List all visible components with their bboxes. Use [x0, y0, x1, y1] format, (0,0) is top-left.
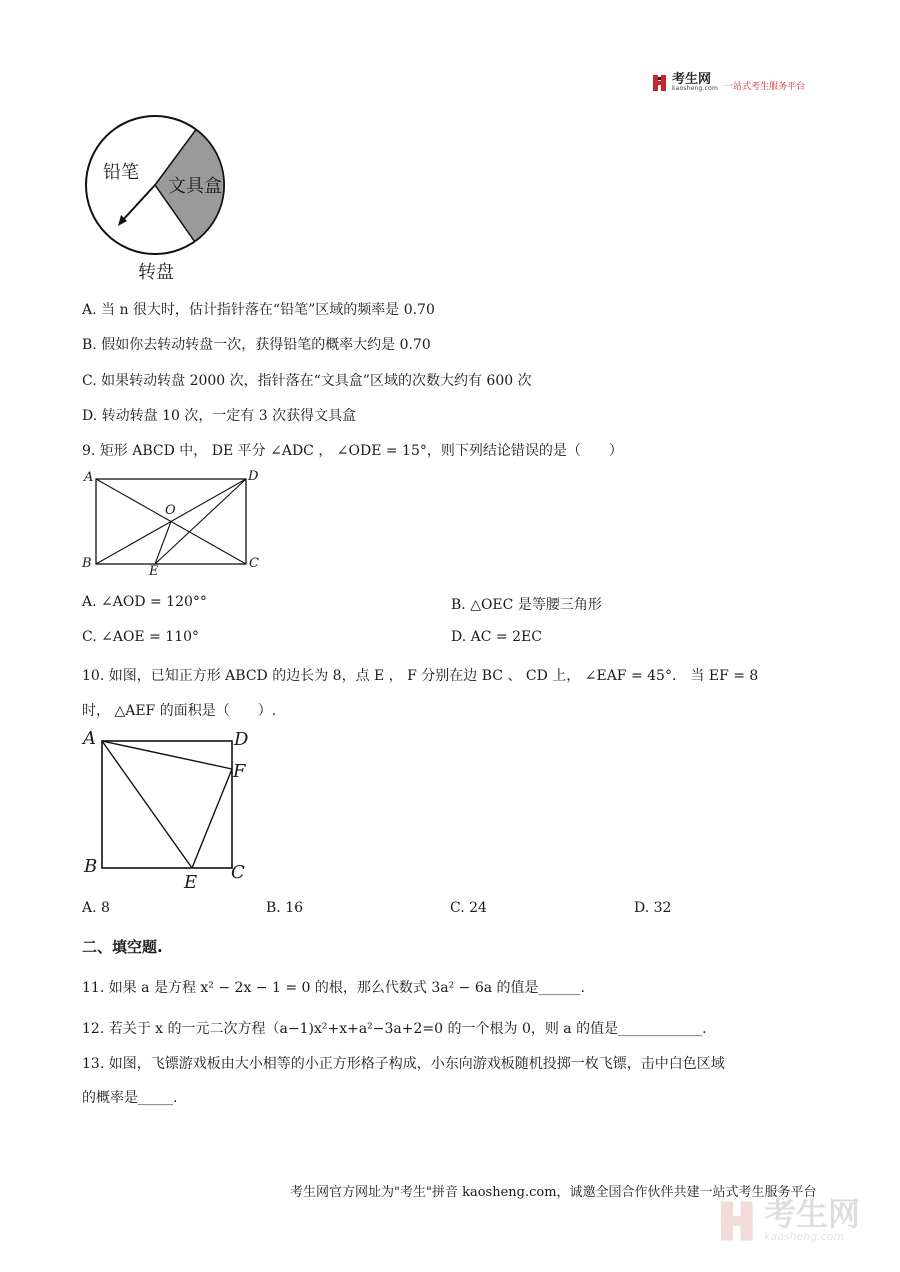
- logo-domain: kaosheng.com: [672, 85, 719, 92]
- q8-option-b: B. 假如你去转动转盘一次，获得铅笔的概率大约是 0.70: [82, 337, 431, 353]
- watermark-domain: kaosheng.com: [764, 1230, 845, 1243]
- q10-label-a: A: [83, 728, 96, 749]
- q10-segment-af: [102, 741, 232, 769]
- q9-segment-de: [155, 479, 246, 564]
- watermark-name: 考生网: [764, 1195, 861, 1233]
- q10-label-f: F: [233, 761, 246, 782]
- q13-line2: 的概率是_____.: [82, 1090, 178, 1106]
- kaosheng-logo-icon: [652, 74, 668, 92]
- q9-option-d: D. AC = 2EC: [451, 629, 542, 645]
- header-slogan: 一站式考生服务平台: [724, 82, 806, 92]
- q9-option-a: A. ∠AOD = 120°°: [82, 594, 207, 610]
- q8-option-d: D. 转动转盘 10 次，一定有 3 次获得文具盒: [82, 408, 357, 424]
- watermark: [718, 1195, 861, 1243]
- q9-segment-oe: [155, 522, 171, 565]
- q10-square: [102, 741, 232, 868]
- q9-label-o: O: [165, 503, 176, 518]
- q9-option-c: C. ∠AOE = 110°: [82, 629, 200, 645]
- section-title: 二、填空题.: [82, 938, 163, 956]
- q11-text: 11. 如果 a 是方程 x² − 2x − 1 = 0 的根，那么代数式 3a² − 6a 的值是______.: [82, 980, 585, 996]
- q10-label-c: C: [231, 862, 245, 883]
- q10-segment-ae: [102, 741, 192, 868]
- q10-stem-line2: 时， △AEF 的面积是（ ）.: [82, 703, 277, 719]
- page-footer: 考生网官方网址为"考生"拼音 kaosheng.com，诚邀全国合作伙伴共建一站式考生服务平台: [290, 1185, 817, 1200]
- q10-label-e: E: [184, 872, 198, 893]
- q10-label-d: D: [234, 729, 249, 750]
- q9-label-b: B: [82, 556, 92, 571]
- q12-text: 12. 若关于 x 的一元二次方程（a−1)x²+x+a²−3a+2=0 的一个根为 0，则 a 的值是____________.: [82, 1021, 707, 1037]
- q9-label-a: A: [84, 470, 94, 485]
- q9-label-e: E: [149, 564, 159, 579]
- q10-option-d: D. 32: [634, 900, 672, 916]
- spinner-caption: 转盘: [138, 262, 174, 283]
- q9-stem: 9. 矩形 ABCD 中， DE 平分 ∠ADC ， ∠ODE = 15°，则下列结论错误的是（ ）: [82, 443, 623, 459]
- q9-label-d: D: [248, 469, 259, 484]
- q10-segment-ef: [192, 769, 232, 868]
- q10-stem-line1: 10. 如图，已知正方形 ABCD 的边长为 8，点 E ， F 分别在边 BC 、 CD 上， ∠EAF = 45°． 当 EF = 8: [82, 668, 759, 684]
- q10-option-c: C. 24: [450, 900, 487, 916]
- q10-label-b: B: [84, 856, 98, 877]
- q10-square-figure: [90, 730, 250, 880]
- spinner-label-box: 文具盒: [168, 176, 222, 197]
- q10-option-a: A. 8: [82, 900, 110, 916]
- q8-option-c: C. 如果转动转盘 2000 次，指针落在“文具盒”区域的次数大约有 600 次: [82, 373, 532, 389]
- q9-label-c: C: [249, 556, 259, 571]
- q13-line1: 13. 如图，飞镖游戏板由大小相等的小正方形格子构成，小东向游戏板随机投掷一枚飞镖，击中白色区域: [82, 1056, 725, 1072]
- q10-option-b: B. 16: [266, 900, 304, 916]
- logo-name: 考生网: [672, 72, 712, 87]
- q8-option-a: A. 当 n 很大时，估计指针落在“铅笔”区域的频率是 0.70: [82, 302, 435, 318]
- header-logo: [652, 73, 805, 92]
- spinner-label-pencil: 铅笔: [103, 162, 139, 183]
- watermark-logo-icon: [718, 1199, 758, 1243]
- q9-option-b: B. △OEC 是等腰三角形: [451, 597, 602, 613]
